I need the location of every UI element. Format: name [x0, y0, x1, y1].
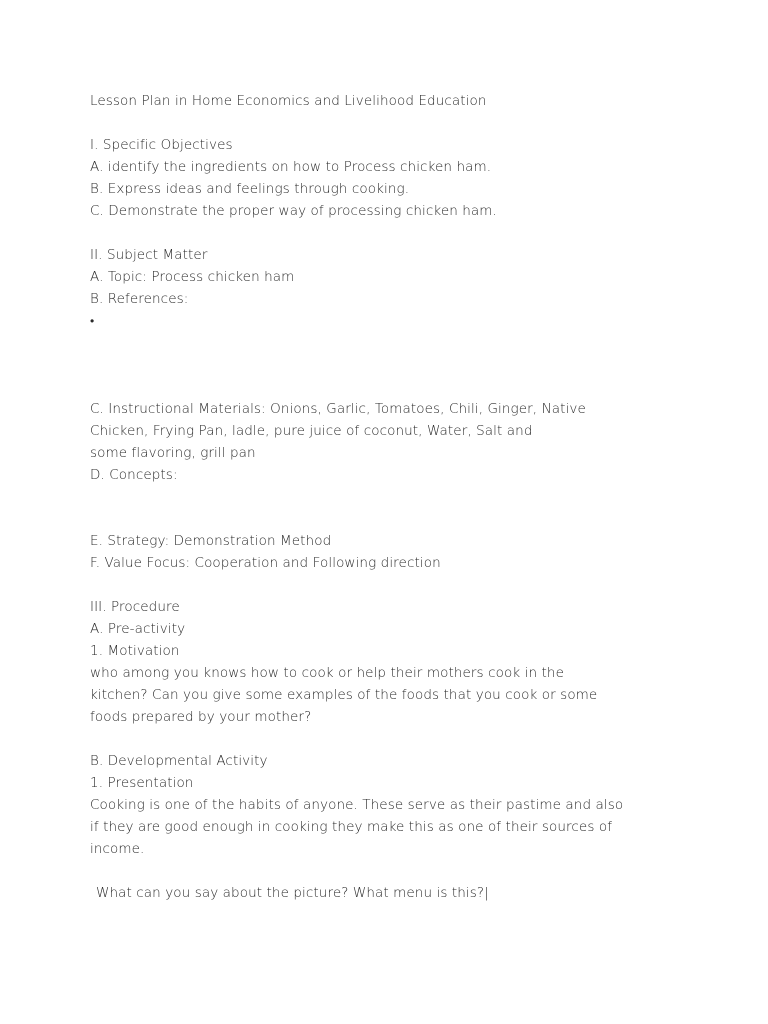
materials-line: some flavoring, grill pan: [90, 445, 256, 461]
objective-item: A. identify the ingredients on how to Process chicken ham.: [90, 159, 492, 175]
objectives-heading: I. Specific Objectives: [90, 137, 233, 153]
materials-line: C. Instructional Materials: Onions, Garlic, Tomatoes, Chili, Ginger, Native: [90, 401, 586, 417]
spacer: [90, 574, 710, 596]
spacer: [90, 376, 710, 398]
references-line: B. References:: [90, 291, 189, 307]
presentation-text: Cooking is one of the habits of anyone. These serve as their pastime and also: [90, 797, 624, 813]
document-body: [90, 90, 710, 904]
motivation-text: foods prepared by your mother?: [90, 709, 312, 725]
value-focus-line: F. Value Focus: Cooperation and Following direction: [90, 555, 441, 571]
motivation-text: kitchen? Can you give some examples of the foods that you cook or some: [90, 687, 598, 703]
spacer: [90, 354, 710, 376]
presentation-text: if they are good enough in cooking they make this as one of their sources of: [90, 819, 613, 835]
spacer: [90, 486, 710, 508]
presentation-text: income.: [90, 841, 145, 857]
spacer: [90, 112, 710, 134]
concepts-line: D. Concepts:: [90, 467, 178, 483]
reference-bullet: •: [90, 314, 95, 328]
motivation-text: who among you knows how to cook or help their mothers cook in the: [90, 665, 564, 681]
presentation-line: 1. Presentation: [90, 775, 194, 791]
procedure-heading: III. Procedure: [90, 599, 180, 615]
objective-item: C. Demonstrate the proper way of processing chicken ham.: [90, 203, 497, 219]
topic-line: A. Topic: Process chicken ham: [90, 269, 295, 285]
spacer: [90, 508, 710, 530]
spacer: [90, 222, 710, 244]
subject-matter-heading: II. Subject Matter: [90, 247, 208, 263]
spacer: [90, 728, 710, 750]
pre-activity-line: A. Pre-activity: [90, 621, 186, 637]
question-line: What can you say about the picture? What menu is this?|: [96, 885, 489, 901]
motivation-line: 1. Motivation: [90, 643, 180, 659]
spacer: [90, 860, 710, 882]
spacer: [90, 332, 710, 354]
objective-item: B. Express ideas and feelings through cooking.: [90, 181, 410, 197]
developmental-line: B. Developmental Activity: [90, 753, 268, 769]
strategy-line: E. Strategy: Demonstration Method: [90, 533, 332, 549]
document-title: Lesson Plan in Home Economics and Livelihood Education: [90, 93, 487, 109]
materials-line: Chicken, Frying Pan, ladle, pure juice of coconut, Water, Salt and: [90, 423, 533, 439]
